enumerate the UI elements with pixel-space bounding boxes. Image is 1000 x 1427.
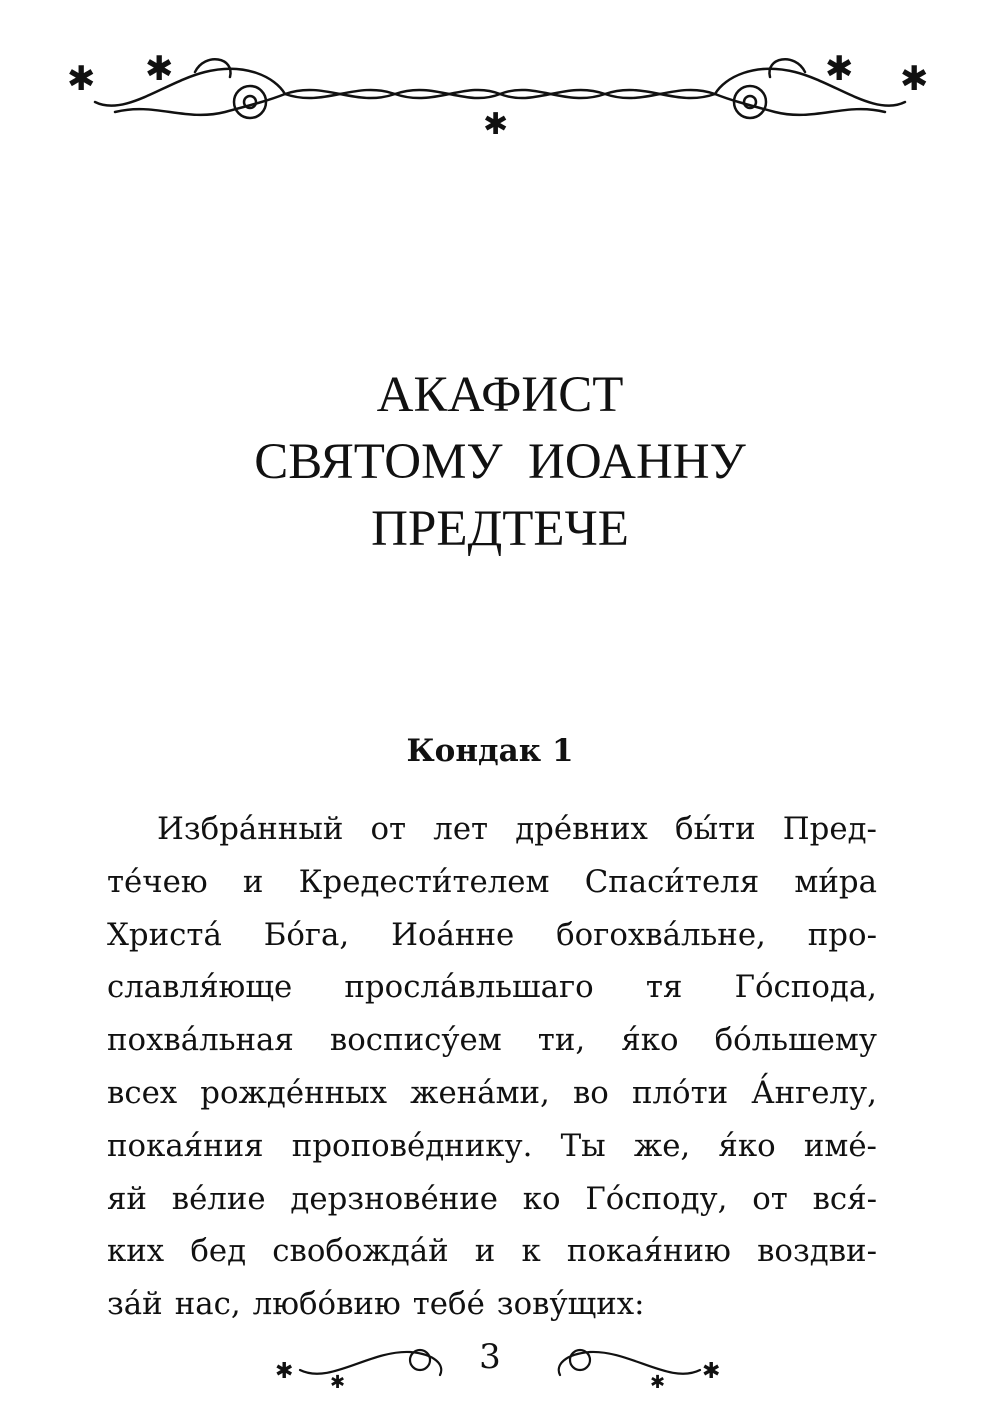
word: ко — [522, 1180, 561, 1217]
word: яй — [107, 1180, 147, 1217]
svg-text:✱: ✱ — [900, 59, 929, 99]
svg-text:✱: ✱ — [330, 1372, 346, 1390]
word: и — [242, 863, 264, 900]
word: про- — [807, 916, 877, 953]
text-line — [107, 1278, 877, 1331]
word: во — [572, 1074, 609, 1111]
word: ве́лие — [171, 1180, 266, 1217]
svg-text:✱: ✱ — [275, 1359, 294, 1384]
svg-text:✱: ✱ — [145, 49, 174, 89]
word: любо́вию — [252, 1286, 401, 1323]
word: и — [474, 1233, 496, 1270]
text-line — [107, 1225, 877, 1278]
svg-text:✱: ✱ — [825, 49, 854, 89]
word: похва́льная — [107, 1022, 294, 1059]
word: пропове́днику. — [291, 1127, 533, 1164]
word: тебе́ — [412, 1286, 485, 1323]
word: Спаси́теля — [584, 863, 760, 900]
word: Го́спода, — [734, 969, 877, 1006]
word: я́ко — [718, 1127, 776, 1164]
word: за́й — [107, 1286, 163, 1323]
svg-text:✱: ✱ — [702, 1359, 721, 1384]
word: вся́- — [812, 1180, 877, 1217]
word: те́чею — [107, 863, 208, 900]
word: воспису́ем — [329, 1022, 502, 1059]
word: лет — [433, 811, 489, 847]
word: от — [370, 811, 407, 847]
word: просла́вльшаго — [344, 969, 594, 1006]
text-line — [107, 1067, 877, 1120]
word: Христа́ — [107, 916, 222, 953]
word: име́- — [803, 1127, 877, 1164]
text-line — [107, 803, 877, 856]
word: всех — [107, 1074, 178, 1111]
word: дерзнове́ние — [290, 1180, 498, 1217]
word: Кредести́телем — [298, 863, 550, 900]
text-line — [107, 961, 877, 1014]
word: бед — [190, 1233, 247, 1270]
word: покая́ния — [107, 1127, 264, 1164]
word: свобожда́й — [272, 1233, 449, 1270]
text-line — [107, 856, 877, 909]
word: Избра́нный — [157, 811, 344, 847]
svg-text:✱: ✱ — [483, 107, 509, 142]
svg-text:✱: ✱ — [650, 1372, 666, 1390]
kondak-heading: Кондак 1 — [406, 733, 574, 769]
word: рожде́нных — [200, 1074, 388, 1111]
word: тя — [645, 969, 683, 1006]
word: зову́щих: — [496, 1286, 645, 1323]
title-line-1: АКАФИСТ — [376, 367, 624, 423]
text-line — [107, 909, 877, 962]
title-line-3: ПРЕДТЕЧЕ — [371, 501, 629, 557]
word: славля́юще — [107, 969, 293, 1006]
word: бы́ти — [675, 811, 756, 847]
word: к — [521, 1233, 541, 1270]
word: воздви- — [757, 1233, 877, 1270]
word: я́ко — [621, 1022, 679, 1059]
word: от — [752, 1180, 788, 1217]
floral-headpiece-ornament — [55, 42, 945, 142]
word: Пред- — [782, 811, 877, 847]
kondak-text — [107, 803, 877, 1331]
page-title — [0, 362, 1000, 563]
word: А́нгелу, — [751, 1074, 877, 1111]
text-line — [107, 1173, 877, 1226]
word: дре́вних — [515, 811, 648, 847]
word: пло́ти — [631, 1074, 729, 1111]
title-line-2: СВЯТОМУ ИОАННУ — [254, 434, 746, 490]
word: Ты — [560, 1127, 606, 1164]
word: ти, — [537, 1022, 586, 1059]
page-number: 3 — [479, 1337, 501, 1377]
word: покая́нию — [566, 1233, 731, 1270]
word: ких — [107, 1233, 165, 1270]
word: богохва́льне, — [556, 916, 766, 953]
word: бо́льшему — [714, 1022, 877, 1059]
svg-text:✱: ✱ — [67, 59, 96, 99]
word: жена́ми, — [410, 1074, 550, 1111]
word: Го́споду, — [585, 1180, 728, 1217]
word: же, — [633, 1127, 691, 1164]
text-line — [107, 1120, 877, 1173]
text-line — [107, 1014, 877, 1067]
word: ми́ра — [794, 863, 877, 900]
word: Бо́га, — [263, 916, 350, 953]
word: Иоа́нне — [391, 916, 515, 953]
word: нас, — [174, 1286, 241, 1323]
